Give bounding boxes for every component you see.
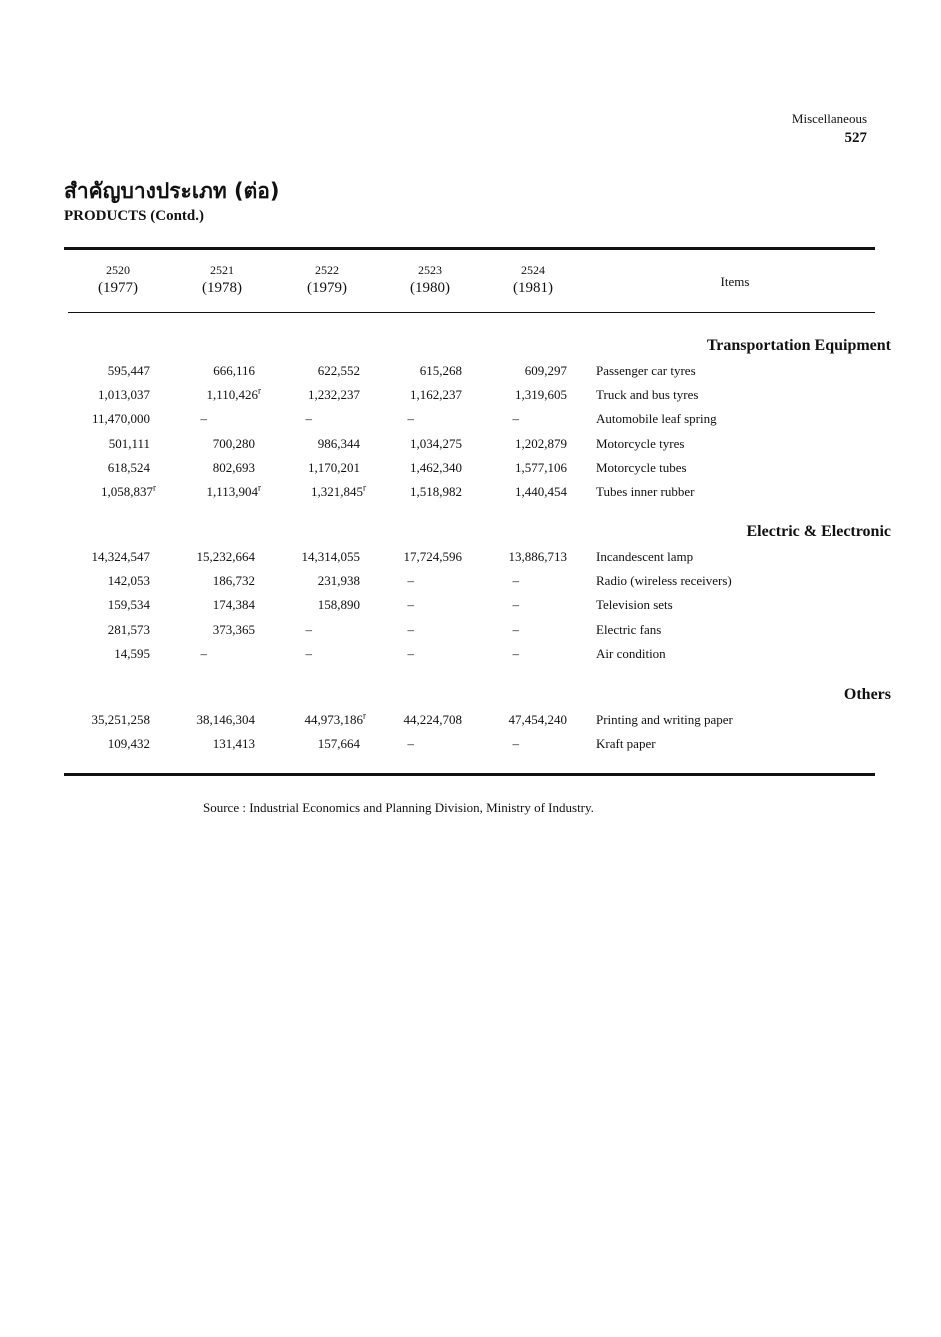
item-label: Truck and bus tyres <box>596 387 699 403</box>
item-label: Printing and writing paper <box>596 712 733 727</box>
column-year-be: 2523 <box>418 263 442 277</box>
cell-value: 609,297 <box>524 363 567 378</box>
table-cell <box>30 596 150 614</box>
column-header-2522 <box>277 263 377 298</box>
table-top-rule <box>64 247 875 250</box>
table-cell <box>87 410 207 428</box>
table-cell <box>399 735 519 753</box>
source-note: Source : Industrial Economics and Planning Division, Ministry of Industry. <box>203 800 594 815</box>
cell-value: 1,577,106 <box>515 459 567 475</box>
cell-value: 142,053 <box>107 573 150 589</box>
cell-value: – <box>200 645 207 661</box>
table-bottom-rule <box>64 773 875 776</box>
table-cell <box>135 362 255 380</box>
cell-value: – <box>305 621 312 637</box>
column-year-be: 2524 <box>521 263 545 277</box>
cell-value: 157,664 <box>317 736 360 752</box>
table-cell <box>294 572 414 590</box>
cell-value: 14,595 <box>114 645 150 661</box>
table-cell <box>294 596 414 614</box>
table-cell <box>399 645 519 663</box>
revised-mark: r <box>153 482 156 493</box>
table-cell <box>30 621 150 639</box>
table-cell <box>294 621 414 639</box>
title-english: PRODUCTS (Contd.) <box>64 208 205 224</box>
table-cell <box>30 711 150 729</box>
table-cell <box>135 735 255 753</box>
cell-value: 622,552 <box>317 363 360 378</box>
cell-value: 700,280 <box>212 435 255 451</box>
section-name: Miscellaneous <box>791 111 867 126</box>
item-label: Air condition <box>596 645 666 661</box>
cell-value: 501,111 <box>108 435 150 451</box>
cell-value: 17,724,596 <box>403 549 462 564</box>
table-cell <box>399 596 519 614</box>
table-cell <box>135 711 255 729</box>
cell-value: 666,116 <box>213 363 255 378</box>
cell-value: – <box>512 645 519 661</box>
table-cell <box>30 572 150 590</box>
item-label: Electric fans <box>596 621 662 637</box>
column-year-be: 2520 <box>106 263 130 277</box>
cell-value: 174,384 <box>212 597 255 613</box>
cell-value: 1,462,340 <box>410 459 462 475</box>
cell-value: – <box>200 411 207 427</box>
table-cell <box>294 735 414 753</box>
table-cell <box>141 483 261 501</box>
table-cell <box>36 483 156 501</box>
cell-value: 15,232,664 <box>196 549 255 564</box>
cell-value: 109,432 <box>107 736 150 752</box>
table-cell <box>447 459 567 477</box>
table-cell <box>135 572 255 590</box>
group-title: Electric & Electronic <box>746 523 891 540</box>
cell-value: 158,890 <box>317 597 360 613</box>
table-cell <box>447 711 567 729</box>
cell-value: – <box>407 597 414 613</box>
table-cell <box>30 459 150 477</box>
table-cell <box>447 548 567 566</box>
cell-value: 1,013,037 <box>98 387 150 403</box>
group-title: Transportation Equipment <box>706 337 891 354</box>
cell-value: 986,344 <box>317 435 360 451</box>
table-cell <box>342 459 462 477</box>
table-cell <box>447 362 567 380</box>
cell-value: 38,146,304 <box>196 712 255 727</box>
table-cell <box>399 572 519 590</box>
table-cell <box>399 410 519 428</box>
cell-value: – <box>512 597 519 613</box>
cell-value: 231,938 <box>317 573 360 589</box>
item-label: Incandescent lamp <box>596 549 694 564</box>
table-cell <box>342 435 462 453</box>
table-cell <box>342 483 462 501</box>
table-cell <box>447 386 567 404</box>
cell-value: 1,319,605 <box>515 387 567 403</box>
cell-value: 1,058,837 <box>101 484 153 499</box>
item-label: Motorcycle tubes <box>596 459 687 475</box>
cell-value: – <box>512 411 519 427</box>
cell-value: 35,251,258 <box>91 712 150 727</box>
items-column-header: Items <box>720 274 750 289</box>
table-cell <box>30 386 150 404</box>
cell-value: – <box>305 411 312 427</box>
cell-value: 14,324,547 <box>91 549 150 564</box>
column-year-ce: (1981) <box>513 280 553 296</box>
page-number: 527 <box>844 130 867 146</box>
cell-value: 159,534 <box>107 597 150 613</box>
column-year-ce: (1980) <box>410 280 450 296</box>
column-year-ce: (1978) <box>202 280 242 296</box>
cell-value: – <box>407 411 414 427</box>
cell-value: 44,973,186 <box>304 712 363 727</box>
cell-value: 618,524 <box>107 459 150 475</box>
table-cell <box>342 362 462 380</box>
table-cell <box>30 735 150 753</box>
cell-value: 44,224,708 <box>403 712 462 727</box>
cell-value: 1,321,845 <box>311 484 363 499</box>
cell-value: 1,170,201 <box>308 459 360 475</box>
table-cell <box>30 548 150 566</box>
cell-value: 1,202,879 <box>515 435 567 451</box>
table-header-rule <box>68 312 875 313</box>
column-year-be: 2522 <box>315 263 339 277</box>
column-header-2523 <box>380 263 480 298</box>
cell-value: 615,268 <box>419 363 462 378</box>
table-cell <box>30 362 150 380</box>
item-label: Motorcycle tyres <box>596 435 685 451</box>
cell-value: – <box>512 573 519 589</box>
cell-value: 1,518,982 <box>410 484 462 499</box>
cell-value: 186,732 <box>212 573 255 589</box>
cell-value: 281,573 <box>107 621 150 637</box>
column-year-ce: (1979) <box>307 280 347 296</box>
cell-value: 47,454,240 <box>508 712 567 727</box>
revised-mark: r <box>258 482 261 493</box>
revised-mark: r <box>258 385 261 396</box>
revised-mark: r <box>363 482 366 493</box>
cell-value: 1,162,237 <box>410 387 462 403</box>
item-label: Automobile leaf spring <box>596 411 717 427</box>
cell-value: – <box>407 736 414 752</box>
cell-value: 595,447 <box>107 363 150 378</box>
table-cell <box>135 548 255 566</box>
table-cell <box>135 459 255 477</box>
cell-value: 1,440,454 <box>515 484 567 499</box>
cell-value: 1,232,237 <box>308 387 360 403</box>
cell-value: 373,365 <box>212 621 255 637</box>
cell-value: 1,034,275 <box>410 435 462 451</box>
column-year-be: 2521 <box>210 263 234 277</box>
table-cell <box>447 483 567 501</box>
revised-mark: r <box>363 710 366 721</box>
group-title: Others <box>843 686 891 703</box>
cell-value: 13,886,713 <box>508 549 567 564</box>
item-label: Passenger car tyres <box>596 363 696 378</box>
table-cell <box>135 596 255 614</box>
cell-value: – <box>512 736 519 752</box>
cell-value: 131,413 <box>212 736 255 752</box>
cell-value: 802,693 <box>212 459 255 475</box>
table-cell <box>342 548 462 566</box>
cell-value: 14,314,055 <box>301 549 360 564</box>
table-cell <box>294 410 414 428</box>
table-cell <box>342 711 462 729</box>
column-year-ce: (1977) <box>98 280 138 296</box>
table-cell <box>342 386 462 404</box>
title-thai: สำคัญบางประเภท (ต่อ) <box>64 179 280 203</box>
column-header-2524 <box>483 263 583 298</box>
column-header-2521 <box>172 263 272 298</box>
cell-value: 11,470,000 <box>91 411 150 427</box>
item-label: Radio (wireless receivers) <box>596 573 732 589</box>
cell-value: – <box>305 645 312 661</box>
table-cell <box>30 435 150 453</box>
cell-value: – <box>407 645 414 661</box>
table-cell <box>87 645 207 663</box>
table-cell <box>294 645 414 663</box>
cell-value: – <box>407 573 414 589</box>
column-header-2520 <box>68 263 168 298</box>
table-cell <box>399 621 519 639</box>
running-head <box>792 110 867 148</box>
item-label: Television sets <box>596 597 673 613</box>
table-cell <box>447 435 567 453</box>
item-label: Tubes inner rubber <box>596 484 695 499</box>
cell-value: – <box>512 621 519 637</box>
item-label: Kraft paper <box>596 736 656 752</box>
cell-value: 1,110,426 <box>206 387 258 403</box>
table-cell <box>135 435 255 453</box>
cell-value: 1,113,904 <box>206 484 258 499</box>
cell-value: – <box>407 621 414 637</box>
